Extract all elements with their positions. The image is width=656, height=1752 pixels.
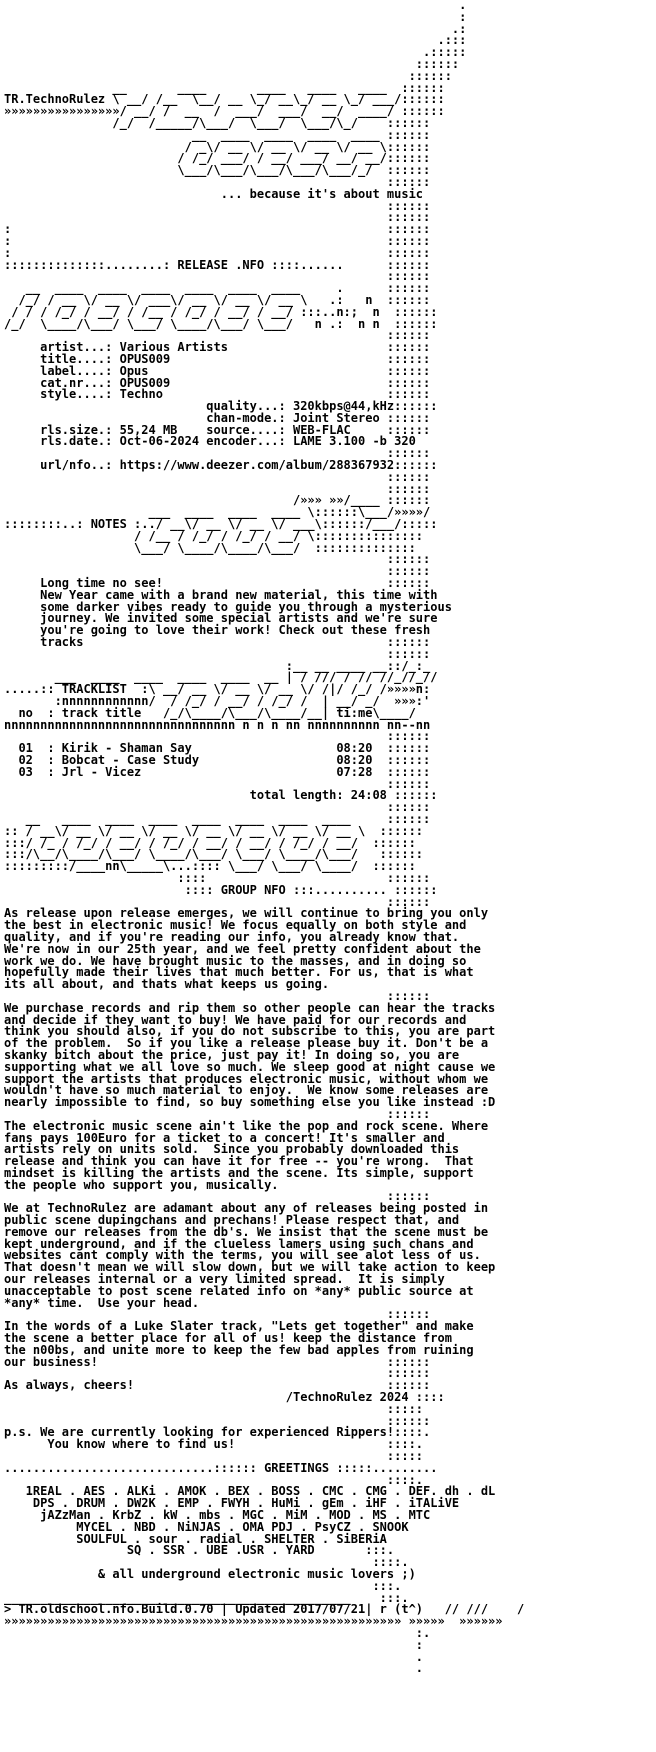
nfo-line: no : track title /_/\____/\___/\____/__| ti:me\____/	[4, 705, 416, 720]
nfo-line: /_/ \____/\___/ \___/ \____/\___/ \___/ n .: n n ::::::	[4, 316, 438, 331]
nfo-line: skanky bitch about the price, just pay it! In doing so, you are	[4, 1047, 460, 1062]
nfo-line: rls.date.: Oct-06-2024 encoder...: LAME 3.100 -b 320	[4, 434, 416, 449]
nfo-line: :::::::::/____nn\_____\...:::: \___/ \___/ \____/ ::::::	[4, 859, 416, 874]
nfo-line: »»»»»»»»»»»»»»»»»»»»»»»»»»»»»»»»»»»»»»»»»»»»»»»»»»»»»»» »»»»» »»»»»»	[4, 1614, 503, 1629]
nfo-line: ::::::	[4, 56, 460, 71]
nfo-line: ::::::	[4, 776, 431, 791]
nfo-line: jAZzMan . KrbZ . kW . mbs . MGC . MiM . MOD . MS . MTC	[4, 1508, 431, 1522]
nfo-line: .	[4, 0, 467, 12]
nfo-line: __ ____ ____ ____ ____ ::::::	[4, 80, 445, 95]
nfo-line: ::::::	[4, 446, 431, 461]
nfo-line: ::::::	[4, 800, 431, 815]
nfo-line: We at TechnoRulez are adamant about any of releases being posted in	[4, 1201, 489, 1216]
nfo-line: :::.	[4, 1578, 402, 1593]
nfo-line: 1REAL . AES . ALKi . AMOK . BEX . BOSS . CMC . CMG . DEF. dh . dL	[4, 1484, 496, 1499]
nfo-line: /_/ / __ \/ __ \/ ___\/ __ \/ __ \/ __ \ .: n ::::::	[4, 292, 431, 307]
nfo-line: support the artists that produces electronic music, without whom we	[4, 1071, 489, 1086]
nfo-line: remove our releases from the db's. We insist that the scene must be	[4, 1224, 489, 1239]
nfo-line: nearly impossible to find, so buy something else you like instead :D	[4, 1095, 496, 1110]
nfo-line: ::::::	[4, 1307, 431, 1322]
nfo-line: .:::::	[4, 45, 467, 60]
nfo-line: As release upon release emerges, we will continue to bring you only	[4, 906, 489, 921]
nfo-line: /_/ /_____/\___/ \___/ \___/\_/ ::::::	[4, 115, 431, 130]
nfo-line: cat.nr...: OPUS009 ::::::	[4, 375, 431, 390]
nfo-line: / /__ / /_/ / /_/ / __/ \:::::::::::::::	[4, 528, 424, 543]
nfo-line: ::::::	[4, 68, 452, 83]
nfo-line: ::::::	[4, 1189, 431, 1204]
nfo-line: journey. We invited some special artists and we're sure	[4, 611, 438, 626]
nfo-line: ::::.	[4, 1472, 424, 1487]
nfo-line: its all about, and thats what keeps us going.	[4, 977, 330, 992]
nfo-line: think you should also, if you do not subscribe to this, you are part	[4, 1024, 496, 1039]
nfo-line: chan-mode.: Joint Stereo ::::::	[4, 410, 431, 425]
nfo-line: We purchase records and rip them so other people can hear the tracks	[4, 1000, 496, 1015]
nfo-line: :::: ::::::	[4, 870, 431, 885]
nfo-line: :	[4, 9, 467, 24]
nfo-line: supporting what we all love so much. We sleep good at night cause we	[4, 1059, 496, 1074]
nfo-line: and decide if they want to buy! We have paid for our records and	[4, 1012, 467, 1027]
nfo-line: .:::	[4, 33, 467, 48]
nfo-line: our business! ::::::	[4, 1354, 431, 1369]
nfo-line: ::::::	[4, 469, 431, 484]
nfo-line: .	[4, 1661, 424, 1676]
nfo-line: ::::::	[4, 1413, 431, 1428]
nfo-line: / / / /_/ / __/ / /__ / /_/ / __/ / __/ :::..n:; n ::::::	[4, 304, 438, 319]
nfo-line: __ ____ ____ ____ ____ ____ ____ . ::::::	[4, 281, 431, 296]
nfo-line: p.s. We are currently looking for experienced Rippers!::::.	[4, 1425, 431, 1440]
nfo-line: In the words of a Luke Slater track, "Lets get together" and make	[4, 1319, 474, 1334]
nfo-line: *any* time. Use your head.	[4, 1295, 200, 1310]
nfo-line: the people who support you, musically.	[4, 1177, 279, 1192]
nfo-line: release and think you can have it for free -- you're wrong. That	[4, 1154, 474, 1169]
nfo-line: That doesn't mean we will slow down, but we will take action to keep	[4, 1260, 496, 1275]
nfo-line: artist...: Various Artists ::::::	[4, 340, 431, 355]
nfo-line: public scene dupingchans and prechans! Please respect that, and	[4, 1213, 460, 1228]
nfo-line: : ::::::	[4, 245, 431, 260]
nfo-line: total length: 24:08 ::::::	[4, 788, 438, 803]
nfo-line: :::/ /_ / /_/ / __/ / /_/ / __/ / __/ / /_/ / __/ ::::::	[4, 835, 416, 850]
nfo-line: 02 : Bobcat - Case Study 08:20 ::::::	[4, 753, 431, 767]
nfo-line: \___/\___/\___/\___/\___/_/ ::::::	[4, 163, 431, 178]
nfo-line: / _\/ __ \/ __ \/ __ \/ __ \::::::	[4, 139, 431, 154]
nfo-line: / /_/ ___/ / __/ ___/ __/ __/::::::	[4, 151, 431, 166]
nfo-line: :::::	[4, 1449, 424, 1464]
nfo-line: \___/ \____/\____/\___/ ::::::::::::::	[4, 540, 416, 555]
nfo-line: & all underground electronic music lovers ;)	[4, 1566, 416, 1581]
nfo-line: : ::::::	[4, 222, 431, 237]
nfo-line: url/nfo..: https://www.deezer.com/album/288367932::::::	[4, 458, 438, 473]
nfo-line: ::::::::::::::........: RELEASE .NFO ::::...... ::::::	[4, 257, 431, 272]
nfo-line: ::::::	[4, 269, 431, 284]
nfo-line: You know where to find us! ::::.	[4, 1437, 424, 1452]
nfo-line: ::::::	[4, 988, 431, 1003]
nfo-line: ::::::	[4, 198, 431, 213]
nfo-line: .	[4, 1649, 424, 1664]
nfo-line: mindset is killing the artists and the scene. Its simple, support	[4, 1165, 474, 1180]
nfo-line: ::::::	[4, 1366, 431, 1381]
nfo-line: ::::::	[4, 1106, 431, 1121]
nfo-line: ::::::	[4, 328, 431, 343]
nfo-line: __ ____ ____ ____ ____ ____ ____ ____ ::::::	[4, 811, 431, 826]
nfo-line: .:	[4, 21, 467, 36]
nfo-line: MYCEL . NBD . NiNJAS . OMA PDJ . PsyCZ . SNOOK	[4, 1519, 409, 1534]
nfo-line: unacceptable to post scene related info on *any* public source at	[4, 1283, 474, 1298]
nfo-line: :: / __\/ __ \/ __ \/ __ \/ __ \/ __ \/ __ \/ __ \ ::::::	[4, 823, 424, 838]
nfo-line: ::::::	[4, 174, 431, 189]
nfo-line: ::::::	[4, 481, 431, 496]
nfo-line: ::::::	[4, 210, 431, 225]
nfo-line: work we do. We have brought music to the masses, and in doing so	[4, 953, 467, 968]
nfo-line: you're going to love their work! Check out these fresh	[4, 623, 431, 638]
nfo-line: :__ __ ____ __::/_:_	[4, 658, 431, 673]
nfo-line: SOULFUL . sour . radial . SHELTER . SiBERiA	[4, 1531, 387, 1546]
nfo-line: title....: OPUS009 ::::::	[4, 351, 431, 366]
nfo-line: The electronic music scene ain't like the pop and rock scene. Where	[4, 1118, 489, 1133]
nfo-line: quality...: 320kbps@44,kHz::::::	[4, 399, 438, 414]
nfo-line: ________________________________________________ :::.	[4, 1590, 409, 1605]
nfo-line: /TechnoRulez 2024 ::::	[4, 1390, 445, 1405]
nfo-line: ... because it's about music	[4, 186, 424, 201]
nfo-line: wouldn't have so much material to enjoy. We know some releases are	[4, 1083, 489, 1098]
nfo-line: __ ____ ____ ____ ____ ::::::	[4, 127, 431, 142]
nfo-line: artists rely on units sold. Since you probably downloaded this	[4, 1142, 460, 1157]
nfo-line: ::::::	[4, 552, 431, 567]
nfo-line: style....: Techno ::::::	[4, 387, 431, 402]
nfo-line: fans pays 100Euro for a ticket to a concert! It's smaller and	[4, 1130, 445, 1145]
nfo-line: As always, cheers! ::::::	[4, 1378, 431, 1393]
nfo-line: the scene a better place for all of us! keep the distance from	[4, 1331, 452, 1346]
nfo-line: kept underground, and if the clueless lamers using such chans and	[4, 1236, 474, 1251]
nfo-line: the n00bs, and unite more to keep the few bad apples from ruining	[4, 1342, 474, 1357]
nfo-line: ::::::	[4, 729, 431, 744]
nfo-line: ::::::	[4, 894, 431, 909]
nfo-line: :nnnnnnnnnnnn/ / /_/ / __/ / /_/ / | __/ _/ »»»:'	[4, 694, 431, 709]
nfo-line: ::::::::..: NOTES :../ __\/ __ \/ __ \/ ___\::::::/___/:::::	[4, 517, 438, 532]
nfo-line: ::::.	[4, 1555, 409, 1570]
nfo-line: New Year came with a brand new material, this time with	[4, 587, 438, 602]
nfo-line: TR.TechnoRulez \ __/ /__ \__/ __ \_/ __\_/ __ \_/ ___/::::::	[4, 92, 445, 107]
nfo-line: :::/\__/\____/\___/ \____/\___/ \___/ \____/\___/ ::::::	[4, 847, 424, 862]
nfo-line: websites cant comply with the terms, you will see alot less of us.	[4, 1248, 481, 1263]
nfo-line: SQ . SSR . UBE .USR . YARD :::.	[4, 1543, 395, 1558]
nfo-line: ___ ____ ____ ____ ____ __ | / /// / // //_//_//	[4, 670, 438, 685]
nfo-line: .............................:::::: GREETINGS :::::.........	[4, 1460, 438, 1475]
nfo-line: quality, and if you're reading our info, you already know that.	[4, 929, 460, 944]
nfo-line: :	[4, 1637, 424, 1652]
nfo-line: the best in electronic music! We focus equally on both style and	[4, 918, 467, 933]
nfo-line: 03 : Jrl - Vicez 07:28 ::::::	[4, 764, 431, 779]
nfo-line: .....:: TRACKLIST :\ __/ __ \/ __ \/ __ \/ /|/ /_/ /»»»»n:	[4, 682, 431, 697]
nfo-line: ::::::	[4, 646, 431, 661]
nfo-line: ___ ____ ____ ____ \::::::\___/»»»»/	[4, 505, 431, 520]
nfo-line: rls.size.: 55,24 MB source....: WEB-FLAC ::::::	[4, 422, 431, 437]
nfo-line: tracks ::::::	[4, 635, 431, 650]
nfo-line: some darker vibes ready to guide you through a mysterious	[4, 599, 452, 614]
nfo-line: 01 : Kirik - Shaman Say 08:20 ::::::	[4, 741, 431, 756]
nfo-line: nnnnnnnnnnnnnnnnnnnnnnnnnnnnnnnn n n n nn nnnnnnnnnn nn--nn	[4, 717, 431, 732]
nfo-line: : ::::::	[4, 233, 431, 248]
nfo-line: our releases internal or a very limited spread. It is simply	[4, 1272, 445, 1287]
nfo-line: :.	[4, 1625, 431, 1640]
nfo-line: of the problem. So if you like a release please buy it. Don't be a	[4, 1036, 489, 1051]
nfo-line: :::: GROUP NFO :::.......... ::::::	[4, 882, 438, 897]
nfo-line: Long time no see! ::::::	[4, 576, 431, 591]
nfo-line: > TR.oldschool.nfo.Build.0.70 | Updated 2017/07/21| r (t^) // /// /	[4, 1602, 525, 1617]
nfo-line: /»»» »»/____ ::::::	[4, 493, 431, 508]
nfo-line: hopefully made their lives that much better. For us, that is what	[4, 965, 474, 980]
nfo-line: »»»»»»»»»»»»»»»»/ __/ / __ / ___/ ___/ __/ ____/ ::::::	[4, 104, 445, 119]
nfo-line: ::::::	[4, 564, 431, 579]
nfo-line: We're now in our 25th year, and we feel pretty confident about the	[4, 941, 481, 956]
nfo-line: DPS . DRUM . DW2K . EMP . FWYH . HuMi . gEm . iHF . iTALiVE	[4, 1496, 460, 1511]
nfo-line: label....: Opus ::::::	[4, 363, 431, 378]
nfo-line: :::::	[4, 1401, 424, 1416]
